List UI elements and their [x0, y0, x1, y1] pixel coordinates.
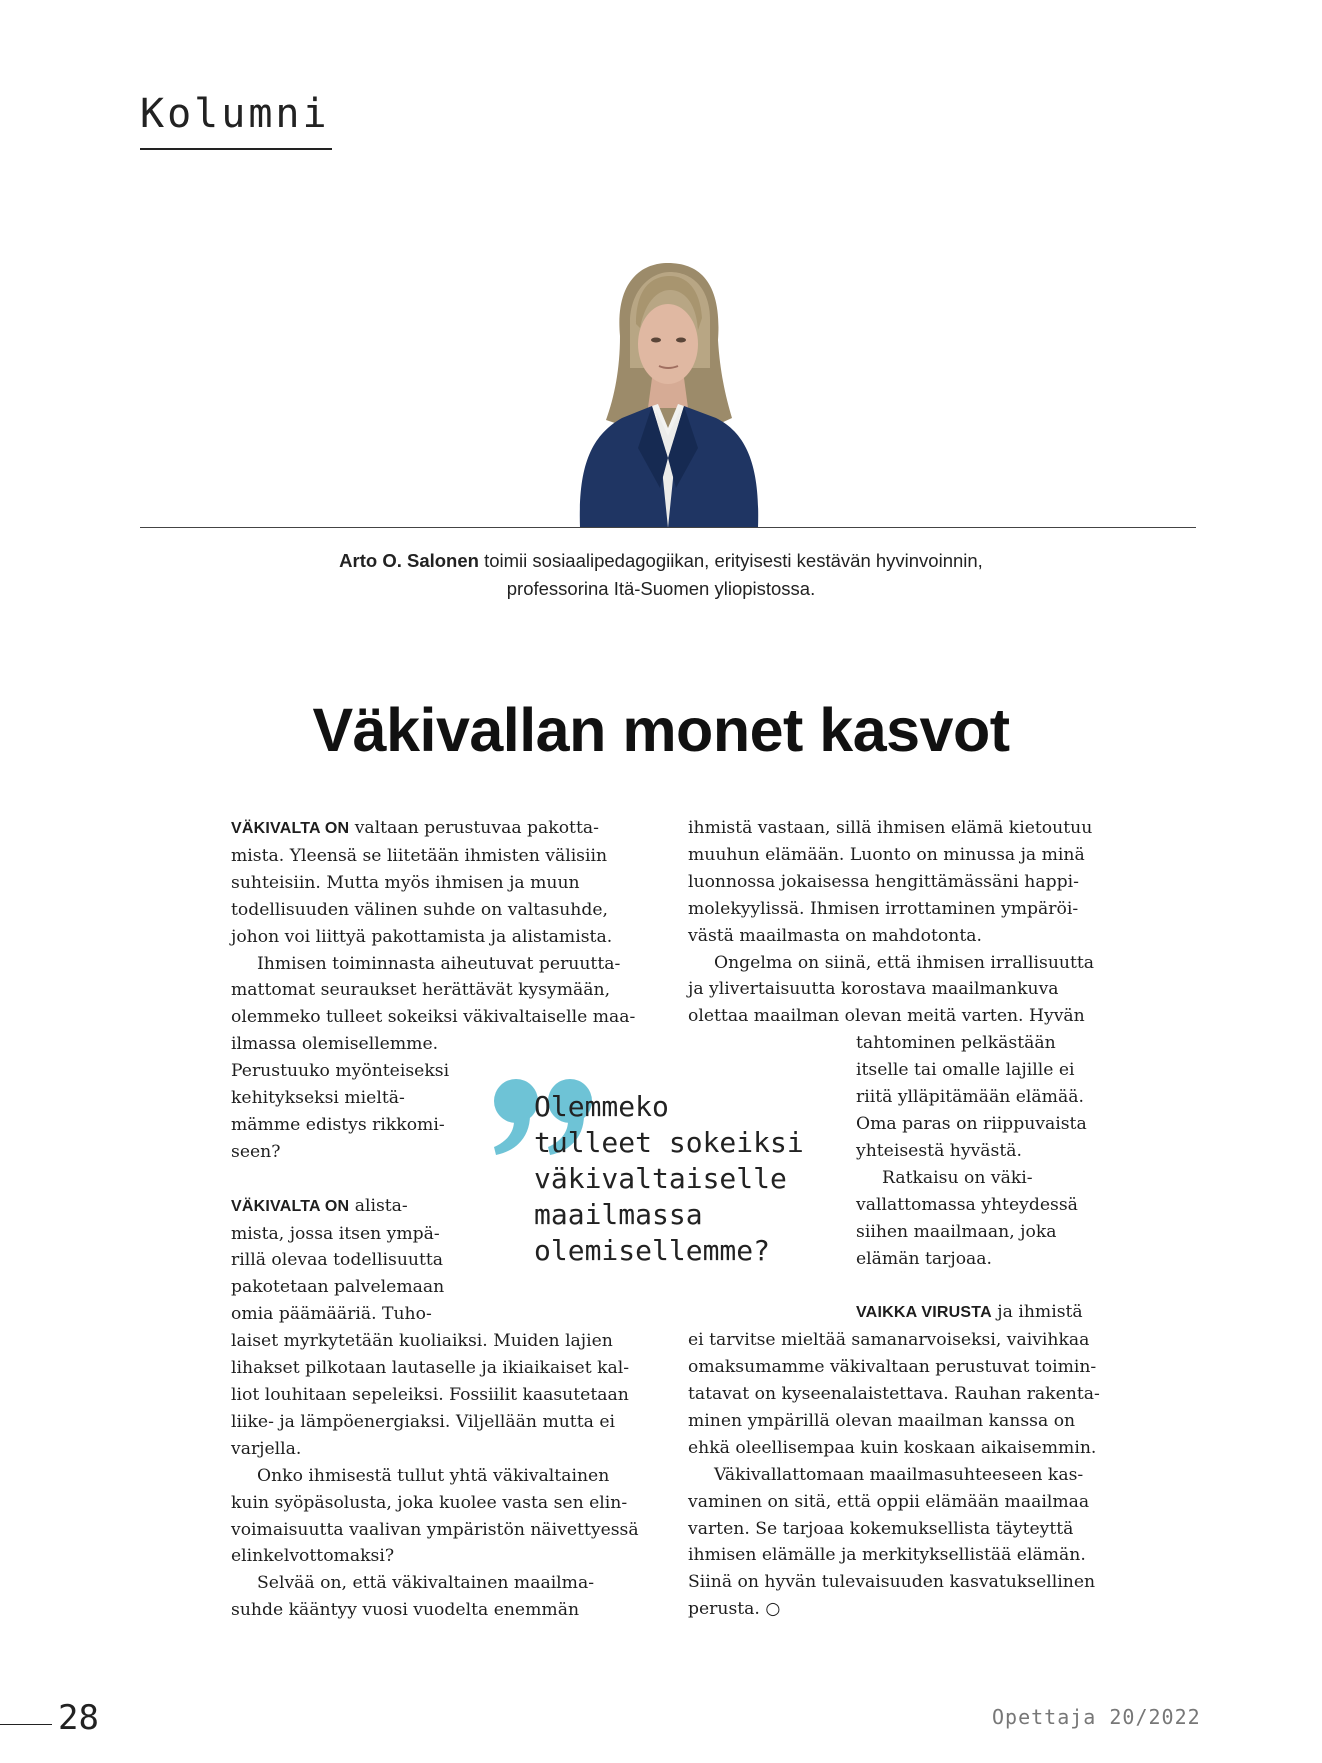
paragraph: Ratkaisu on väki- vallattomassa yhteydessä siihen maailmaan, joka elämän tarjoaa.	[856, 1167, 1078, 1269]
issue-label: Opettaja 20/2022	[992, 1705, 1201, 1729]
pull-quote	[490, 1075, 830, 1275]
section-label: Kolumni	[140, 91, 330, 137]
paragraph: VÄKIVALTA ON alista- mista, jossa itsen ympä- rillä olevaa todellisuutta pakotetaan palvelemaan omia päämääriä. Tuho- laiset myrkytetään kuoliaiksi. Muiden lajien lihakset pilkotaan lautaselle ja ikiaikaiset kal- liot louhitaan sepeleiksi. Fossiilit kaasutetaan liike- ja lämpöenergiaksi. Viljellään mutta ei varjella.	[231, 1195, 630, 1459]
paragraph: Selvää on, että väkivaltainen maailma- suhde kääntyy vuosi vuodelta enemmän	[231, 1573, 595, 1621]
section-underline	[140, 148, 332, 150]
paragraph: Ongelma on siinä, että ihmisen irrallisuutta ja ylivertaisuutta korostava maailmankuva olettaa maailman olevan meitä varten. Hyvän tahtominen pelkästään itselle tai omalle lajille ei riitä ylläpitämään elämää. Oma paras on riippuvaista yhteisestä hyvästä.	[688, 952, 1095, 1161]
page-number-rule	[0, 1724, 52, 1725]
author-name: Arto O. Salonen	[339, 550, 479, 571]
photo-divider	[140, 527, 1196, 528]
paragraph: VAIKKA VIRUSTA ja ihmistä ei tarvitse mieltää samanarvoiseksi, vaivihkaa omaksumamme väkivaltaan perustuvat toimin- tatavat on kyseenalaistettava. Rauhan rakenta- minen ympärillä olevan maailman kanssa on ehkä oleellisempaa kuin koskaan aikaisemmin.	[688, 1302, 1100, 1458]
author-bio: toimii sosiaalipedagogiikan, erityisesti kestävän hyvinvoinnin,	[478, 550, 983, 571]
paragraph: Ihmisen toiminnasta aiheutuvat peruutta- mattomat seuraukset herättävät kysymään, olemmeko tulleet sokeiksi väkivaltaiselle maa- ilmassa olemisellemme. Perustuuko myönteiseksi kehitykseksi mieltä- mämme edistys rikkomi- seen?	[231, 953, 636, 1162]
paragraph: Onko ihmisestä tullut yhtä väkivaltainen kuin syöpäsolusta, joka kuolee vasta sen elin- voimaisuutta vaalivan ympäristön näivettyessä elinkelvottomaksi?	[231, 1465, 639, 1567]
author-caption	[280, 547, 1042, 603]
lead-in: VÄKIVALTA ON	[231, 820, 350, 837]
author-bio-2: professorina Itä-Suomen yliopistossa.	[506, 578, 816, 599]
paragraph: ihmistä vastaan, sillä ihmisen elämä kietoutuu muuhun elämään. Luonto on minussa ja minä luonnossa jokaisessa hengittämässäni happi- molekyylissä. Ihmisen irrottaminen ympäröi- västä maailmasta on mahdotonta.	[688, 818, 1093, 946]
page-number: 28	[58, 1698, 99, 1738]
lead-in: VÄKIVALTA ON	[231, 1197, 350, 1215]
article-title: Väkivallan monet kasvot	[312, 696, 1010, 764]
paragraph: VÄKIVALTA ON valtaan perustuvaa pakotta- mista. Yleensä se liitetään ihmisten välisiin suhteisiin. Mutta myös ihmisen ja muun todellisuuden välinen suhde on valtasuhde, johon voi liittyä pakottamista ja alistamista.	[231, 818, 613, 947]
lead-in: VAIKKA VIRUSTA	[856, 1304, 992, 1322]
author-photo	[560, 258, 775, 528]
pull-quote-text: Olemmeko tulleet sokeiksi väkivaltaiselle maailmassa olemisellemme?	[534, 1090, 804, 1267]
paragraph: Väkivallattomaan maailmasuhteeseen kas- vaminen on sitä, että oppii elämään maailmaa varten. Se tarjoaa kokemuksellista täyteyttä ihmisen elämälle ja merkityksellistää elämän. Siinä on hyvän tulevaisuuden kasvatuksellinen perusta. ○	[688, 1464, 1096, 1620]
